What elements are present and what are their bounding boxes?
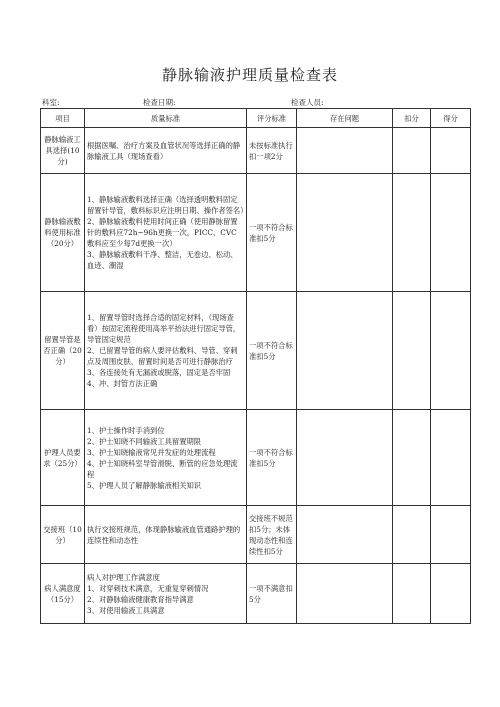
row-item: 病人满意度（15分） <box>41 564 85 624</box>
inspector-label: 检查人员: <box>291 98 324 107</box>
standard-line: 4、护士知晓科室导管滑脱、断管的应急处理流程 <box>87 458 238 479</box>
row-scoring: 一项不符合标准扣5分 <box>247 410 297 506</box>
row-scoring: 交接班不规范扣5分；未体现动态性和连续性扣5分 <box>247 506 297 564</box>
row-item: 护理人员要求（25分） <box>41 410 85 506</box>
table-header-row <box>41 109 471 128</box>
header-issues: 存在问题 <box>297 109 393 128</box>
row-score-cell[interactable] <box>431 506 471 564</box>
header-quality-standard: 质量标准 <box>85 109 247 128</box>
row-deduct-cell[interactable] <box>393 564 431 624</box>
row-standard <box>85 174 247 292</box>
table-row <box>41 410 471 506</box>
row-deduct-cell[interactable] <box>393 128 431 174</box>
standard-line: 3、各连接处有无漏液或脱落，固定是否牢固 <box>87 368 231 377</box>
table-row <box>41 128 471 174</box>
table-row <box>41 292 471 410</box>
standard-line: 病人对护理工作满意度 <box>87 572 160 582</box>
row-score-cell[interactable] <box>431 292 471 410</box>
standard-line: 根据医嘱、治疗方案及血管状况等选择正确的静脉输液工具（现场查看） <box>87 140 241 161</box>
row-scoring: 一项不符合标准扣5分 <box>247 292 297 410</box>
standard-line: 3、对使用输液工具满意 <box>87 605 165 615</box>
row-score-cell[interactable] <box>431 174 471 292</box>
quality-check-table <box>40 108 471 624</box>
row-item: 交接班（10分） <box>41 506 85 564</box>
row-scoring: 一项不满意扣5分 <box>247 564 297 624</box>
standard-line: 1、护士操作时手消到位 <box>87 425 165 435</box>
department-label: 科室: <box>42 98 60 107</box>
table-row <box>41 174 471 292</box>
standard-line: 2、护士知晓不同输液工具留置期限 <box>87 436 202 446</box>
row-score-cell[interactable] <box>431 410 471 506</box>
row-scoring: 一项不符合标准扣5分 <box>247 174 297 292</box>
row-score-cell[interactable] <box>431 128 471 174</box>
row-score-cell[interactable] <box>431 564 471 624</box>
header-item: 项目 <box>41 109 85 128</box>
standard-line: 2、已留置导管的病人要评估敷料、导管、穿刺点及周围皮肤、留置时间是否可进行静脉治疗 <box>87 346 238 366</box>
header-deduction: 扣分 <box>393 109 431 128</box>
row-deduct-cell[interactable] <box>393 410 431 506</box>
row-issue-cell[interactable] <box>297 564 393 624</box>
row-standard <box>85 410 247 506</box>
standard-line: 5、护理人员了解静脉输液相关知识 <box>87 480 202 490</box>
table-row <box>41 506 471 564</box>
row-item: 静脉输液敷料使用标准（20分） <box>41 174 85 292</box>
standard-line: 2、对静脉输液健康教育指导满意 <box>87 594 194 604</box>
standard-line: 1、留置导管时选择合适的固定材料，（现场查看）按固定流程使用高举平抬法进行固定导管，导管固定规范 <box>87 313 241 344</box>
row-deduct-cell[interactable] <box>393 174 431 292</box>
row-standard <box>85 128 247 174</box>
header-scoring-standard: 评分标准 <box>247 109 297 128</box>
row-standard <box>85 564 247 624</box>
row-issue-cell[interactable] <box>297 506 393 564</box>
page-title: 静脉输液护理质量检查表 <box>161 66 338 84</box>
standard-line: 1、对穿刺技术满意，无重复穿刺情况 <box>87 583 209 593</box>
table-row <box>41 564 471 624</box>
standard-line: 执行交接班规范，体现静脉输液血管通路护理的连续性和动态性 <box>87 524 241 545</box>
row-item: 静脉输液工具选择(10分) <box>41 128 85 174</box>
row-scoring: 未按标准执行扣一项2分 <box>247 128 297 174</box>
row-standard <box>85 506 247 564</box>
standard-line: 4、冲、封管方法正确 <box>87 379 158 388</box>
row-issue-cell[interactable] <box>297 128 393 174</box>
row-deduct-cell[interactable] <box>393 292 431 410</box>
row-issue-cell[interactable] <box>297 410 393 506</box>
check-date-label: 检查日期: <box>143 98 176 107</box>
standard-line: 3、护士知晓输液常见并发症的处理流程 <box>87 447 216 457</box>
row-issue-cell[interactable] <box>297 292 393 410</box>
row-standard <box>85 292 247 410</box>
header-score: 得分 <box>431 109 471 128</box>
standard-line: 2、静脉输液敷料使用时间正确（使用静脉留置针的敷料应72h~96h更换一次，PICC、CVC敷料应至少每7d更换一次） <box>87 217 238 248</box>
row-item: 留置导管是否正确（20分） <box>41 292 85 410</box>
row-issue-cell[interactable] <box>297 174 393 292</box>
standard-line: 3、静脉输液敷料干净、整洁，无卷边、松动、血迹、潮湿 <box>87 250 238 270</box>
row-deduct-cell[interactable] <box>393 506 431 564</box>
standard-line: 1、静脉输液敷料选择正确（选择透明敷料固定留置针导管，敷料标识应注明日期、操作者签名） <box>87 195 248 215</box>
